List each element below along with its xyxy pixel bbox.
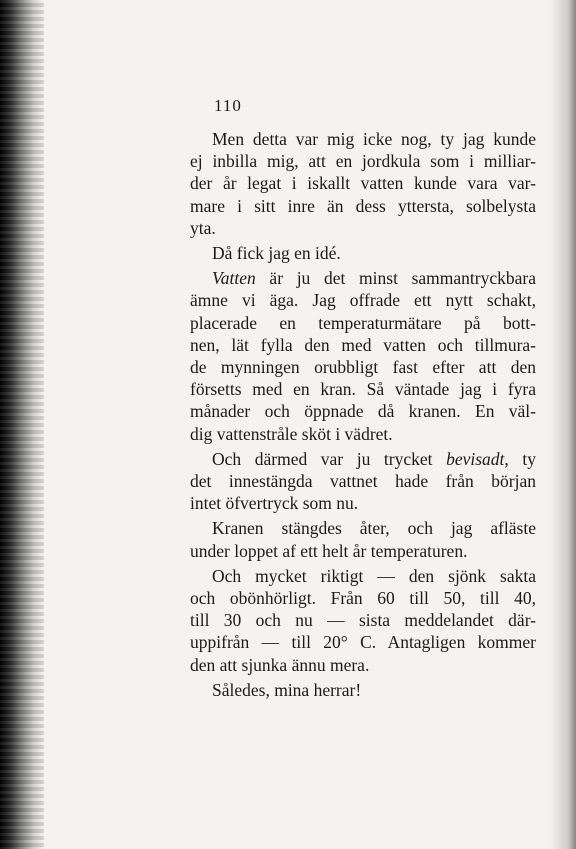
text-line: der år legat i iskallt vatten kunde vara var-: [190, 173, 536, 194]
text-fragment: Och därmed var ju trycket: [212, 448, 447, 469]
text-line: yta.: [190, 217, 216, 238]
text-line: placerade en temperaturmätare på bott-: [190, 312, 536, 333]
text-fragment: ty: [508, 448, 536, 469]
text-line: mare i sitt inre än dess yttersta, solbelysta: [190, 195, 536, 216]
text-line: Då fick jag en idé.: [212, 243, 341, 264]
text-line: Och mycket riktigt — den sjönk sakta: [212, 565, 536, 586]
text-line: Kranen stängdes åter, och jag afläste: [212, 518, 536, 539]
paragraph: [190, 565, 536, 676]
text-line: ej inbilla mig, att en jordkula som i milliar-: [190, 151, 536, 172]
body-text: [190, 128, 536, 701]
italic-word: Vatten: [212, 268, 256, 289]
text-fragment: är ju det minst sammantryckbara: [255, 268, 536, 289]
paragraph: [190, 679, 536, 701]
text-line: under loppet af ett helt år temperaturen.: [190, 540, 468, 561]
text-line: de mynningen orubbligt fast efter att den: [190, 357, 536, 378]
scan-shadow-left: [0, 0, 44, 849]
italic-word: bevisadt,: [446, 448, 509, 469]
text-line: månader och öppnade då kranen. En väl-: [190, 401, 536, 422]
text-line: den att sjunka ännu mera.: [190, 654, 370, 675]
paragraph: [190, 267, 536, 445]
text-line: det innestängda vattnet hade från början: [190, 471, 536, 492]
text-line: nen, lät fylla den med vatten och tillmura-: [190, 334, 536, 355]
paragraph: [190, 128, 536, 239]
page-number: 110: [214, 96, 242, 115]
text-line: dig vattenstråle sköt i vädret.: [190, 423, 393, 444]
text-line: uppifrån — till 20° C. Antagligen kommer: [190, 632, 536, 653]
paragraph: [190, 242, 536, 264]
text-line: försetts med en kran. Så väntade jag i fyra: [190, 379, 536, 400]
paragraph: [190, 517, 536, 561]
text-line: [190, 448, 536, 470]
text-line: [190, 267, 536, 289]
text-line: Men detta var mig icke nog, ty jag kunde: [212, 129, 536, 149]
text-line: Således, mina herrar!: [212, 679, 362, 700]
text-line: till 30 och nu — sista meddelandet där-: [190, 610, 536, 631]
text-line: och obönhörligt. Från 60 till 50, till 40,: [190, 588, 536, 609]
paragraph: [190, 448, 536, 515]
text-line: ämne vi äga. Jag offrade ett nytt schakt,: [190, 290, 536, 311]
scan-shadow-right: [550, 0, 576, 849]
text-line: intet öfvertryck som nu.: [190, 493, 359, 514]
